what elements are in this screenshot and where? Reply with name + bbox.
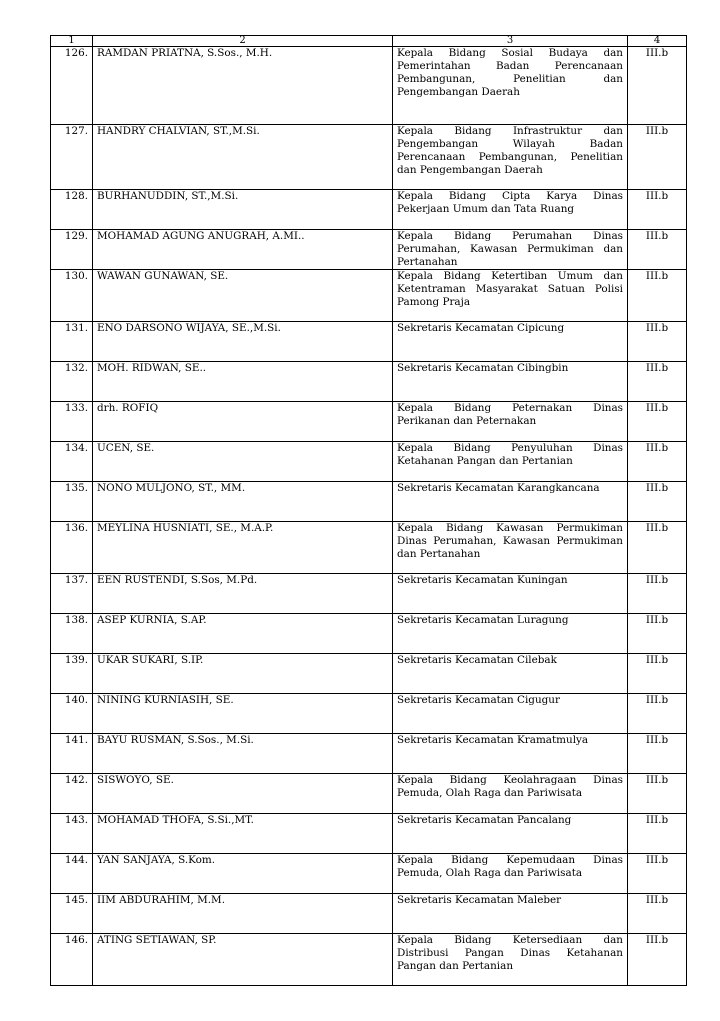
position-line: Pengembangan Wilayah Badan xyxy=(397,138,623,150)
position-line: Perumahan, Kawasan Permukiman xyxy=(397,243,594,255)
grade-cell: III.b xyxy=(628,734,687,774)
row-number: 126. xyxy=(51,47,93,125)
row-number: 141. xyxy=(51,734,93,774)
position-cell xyxy=(393,774,628,814)
employee-name: NONO MULJONO, ST., MM. xyxy=(93,482,393,522)
row-number: 127. xyxy=(51,125,93,190)
position-cell xyxy=(393,694,628,734)
position-line: dan Pertanahan xyxy=(397,243,623,268)
grade-cell: III.b xyxy=(628,230,687,270)
position-cell xyxy=(393,47,628,125)
position-line: Sekretaris Kecamatan Cigugur xyxy=(397,694,560,706)
table-row xyxy=(51,894,687,934)
employee-name: MOHAMAD THOFA, S.Si.,MT. xyxy=(93,814,393,854)
row-number: 131. xyxy=(51,322,93,362)
position-line: Sekretaris Kecamatan Maleber xyxy=(397,894,562,906)
position-line: Sekretaris Kecamatan Cibingbin xyxy=(397,362,569,374)
position-line: Kepala Bidang Ketertiban Umum dan xyxy=(397,270,623,282)
table-row xyxy=(51,402,687,442)
employee-name: YAN SANJAYA, S.Kom. xyxy=(93,854,393,894)
position-line: Pekerjaan Umum dan Tata Ruang xyxy=(397,203,575,215)
row-number: 145. xyxy=(51,894,93,934)
employee-name: MOHAMAD AGUNG ANUGRAH, A.MI.. xyxy=(93,230,393,270)
column-header-3: 3 xyxy=(393,36,628,47)
employee-name: ENO DARSONO WIJAYA, SE.,M.Si. xyxy=(93,322,393,362)
table-row xyxy=(51,442,687,482)
table-row xyxy=(51,934,687,986)
table-row xyxy=(51,362,687,402)
employee-name: UKAR SUKARI, S.IP. xyxy=(93,654,393,694)
position-line: Kepala Bidang Cipta Karya Dinas xyxy=(397,190,623,202)
grade-cell: III.b xyxy=(628,190,687,230)
position-line: Sekretaris Kecamatan Cilebak xyxy=(397,654,557,666)
table-row xyxy=(51,522,687,574)
header-row xyxy=(51,36,687,47)
table-row xyxy=(51,270,687,322)
position-line: Ketahanan Pangan dan Pertanian xyxy=(397,455,573,467)
column-header-2: 2 xyxy=(93,36,393,47)
position-line: Sekretaris Kecamatan Kramatmulya xyxy=(397,734,589,746)
position-line: Sekretaris Kecamatan Pancalang xyxy=(397,814,572,826)
table-row xyxy=(51,654,687,694)
row-number: 138. xyxy=(51,614,93,654)
grade-cell: III.b xyxy=(628,774,687,814)
row-number: 144. xyxy=(51,854,93,894)
position-cell xyxy=(393,125,628,190)
position-cell xyxy=(393,402,628,442)
employee-name: ATING SETIAWAN, SP. xyxy=(93,934,393,986)
employee-table xyxy=(50,35,687,986)
grade-cell: III.b xyxy=(628,654,687,694)
position-cell xyxy=(393,934,628,986)
row-number: 132. xyxy=(51,362,93,402)
employee-name: BURHANUDDIN, ST.,M.Si. xyxy=(93,190,393,230)
row-number: 135. xyxy=(51,482,93,522)
employee-name: IIM ABDURAHIM, M.M. xyxy=(93,894,393,934)
row-number: 128. xyxy=(51,190,93,230)
position-cell xyxy=(393,574,628,614)
column-header-1: 1 xyxy=(51,36,93,47)
grade-cell: III.b xyxy=(628,614,687,654)
grade-cell: III.b xyxy=(628,270,687,322)
grade-cell: III.b xyxy=(628,694,687,734)
position-line: Perikanan dan Peternakan xyxy=(397,415,537,427)
position-line: Distribusi Pangan Dinas Ketahanan xyxy=(397,947,623,959)
employee-name: EEN RUSTENDI, S.Sos, M.Pd. xyxy=(93,574,393,614)
row-number: 142. xyxy=(51,774,93,814)
grade-cell: III.b xyxy=(628,482,687,522)
table-row xyxy=(51,190,687,230)
employee-name: WAWAN GUNAWAN, SE. xyxy=(93,270,393,322)
employee-name: MOH. RIDWAN, SE.. xyxy=(93,362,393,402)
position-cell xyxy=(393,322,628,362)
row-number: 129. xyxy=(51,230,93,270)
position-line: Kepala Bidang Perumahan Dinas xyxy=(397,230,623,242)
employee-name: UCEN, SE. xyxy=(93,442,393,482)
employee-name: ASEP KURNIA, S.AP. xyxy=(93,614,393,654)
grade-cell: III.b xyxy=(628,574,687,614)
table-row xyxy=(51,125,687,190)
position-cell xyxy=(393,814,628,854)
position-cell xyxy=(393,362,628,402)
position-cell xyxy=(393,270,628,322)
row-number: 137. xyxy=(51,574,93,614)
row-number: 136. xyxy=(51,522,93,574)
row-number: 143. xyxy=(51,814,93,854)
row-number: 140. xyxy=(51,694,93,734)
position-line: Pemerintahan Badan Perencanaan xyxy=(397,60,623,72)
employee-name: RAMDAN PRIATNA, S.Sos., M.H. xyxy=(93,47,393,125)
grade-cell: III.b xyxy=(628,442,687,482)
position-line: Kepala Bidang Peternakan Dinas xyxy=(397,402,623,414)
grade-cell: III.b xyxy=(628,47,687,125)
table-row xyxy=(51,230,687,270)
position-line: Sekretaris Kecamatan Luragung xyxy=(397,614,569,626)
position-line: Sekretaris Kecamatan Kuningan xyxy=(397,574,568,586)
grade-cell: III.b xyxy=(628,402,687,442)
position-cell xyxy=(393,230,628,270)
row-number: 130. xyxy=(51,270,93,322)
grade-cell: III.b xyxy=(628,894,687,934)
position-line: Kepala Bidang Ketersediaan dan xyxy=(397,934,623,946)
position-cell xyxy=(393,894,628,934)
table-row xyxy=(51,614,687,654)
employee-name: drh. ROFIQ xyxy=(93,402,393,442)
position-line: Pengembangan Daerah xyxy=(397,86,520,98)
position-line: Penelitian dan Pengembangan Daerah xyxy=(397,151,623,176)
table-row xyxy=(51,854,687,894)
position-cell xyxy=(393,442,628,482)
position-line: Pangan dan Pertanian xyxy=(397,960,514,972)
grade-cell: III.b xyxy=(628,125,687,190)
position-line: Pemuda, Olah Raga dan Pariwisata xyxy=(397,867,583,879)
position-cell xyxy=(393,190,628,230)
position-cell xyxy=(393,522,628,574)
position-line: Polisi Pamong Praja xyxy=(397,283,623,308)
table-row xyxy=(51,814,687,854)
table-row xyxy=(51,482,687,522)
row-number: 146. xyxy=(51,934,93,986)
position-cell xyxy=(393,854,628,894)
grade-cell: III.b xyxy=(628,854,687,894)
table-body xyxy=(51,47,687,986)
employee-name: MEYLINA HUSNIATI, SE., M.A.P. xyxy=(93,522,393,574)
table-row xyxy=(51,322,687,362)
position-line: Kepala Bidang Sosial Budaya dan xyxy=(397,47,623,59)
grade-cell: III.b xyxy=(628,322,687,362)
position-line: Kepala Bidang Kepemudaan Dinas xyxy=(397,854,623,866)
row-number: 134. xyxy=(51,442,93,482)
employee-name: BAYU RUSMAN, S.Sos., M.Si. xyxy=(93,734,393,774)
row-number: 139. xyxy=(51,654,93,694)
position-line: Kepala Bidang Infrastruktur dan xyxy=(397,125,623,137)
position-cell xyxy=(393,654,628,694)
grade-cell: III.b xyxy=(628,362,687,402)
position-line: Sekretaris Kecamatan Cipicung xyxy=(397,322,565,334)
table-row xyxy=(51,574,687,614)
position-line: Dinas Perumahan, Kawasan xyxy=(397,535,551,547)
position-line: Sekretaris Kecamatan Karangkancana xyxy=(397,482,600,494)
position-cell xyxy=(393,734,628,774)
table-row xyxy=(51,47,687,125)
position-cell xyxy=(393,482,628,522)
grade-cell: III.b xyxy=(628,934,687,986)
employee-name: HANDRY CHALVIAN, ST.,M.Si. xyxy=(93,125,393,190)
position-line: Perencanaan Pembangunan, xyxy=(397,151,557,163)
position-line: Kepala Bidang Kawasan Permukiman xyxy=(397,522,623,534)
position-line: Permukiman dan Pertanahan xyxy=(397,535,623,560)
position-line: Ketentraman Masyarakat Satuan xyxy=(397,283,585,295)
grade-cell: III.b xyxy=(628,522,687,574)
employee-name: NINING KURNIASIH, SE. xyxy=(93,694,393,734)
employee-name: SISWOYO, SE. xyxy=(93,774,393,814)
table-row xyxy=(51,774,687,814)
table-row xyxy=(51,694,687,734)
position-line: Pemuda, Olah Raga dan Pariwisata xyxy=(397,787,583,799)
table-row xyxy=(51,734,687,774)
column-header-4: 4 xyxy=(628,36,687,47)
grade-cell: III.b xyxy=(628,814,687,854)
position-line: Kepala Bidang Keolahragaan Dinas xyxy=(397,774,623,786)
position-line: Pembangunan, Penelitian dan xyxy=(397,73,623,85)
position-cell xyxy=(393,614,628,654)
row-number: 133. xyxy=(51,402,93,442)
position-line: Kepala Bidang Penyuluhan Dinas xyxy=(397,442,623,454)
